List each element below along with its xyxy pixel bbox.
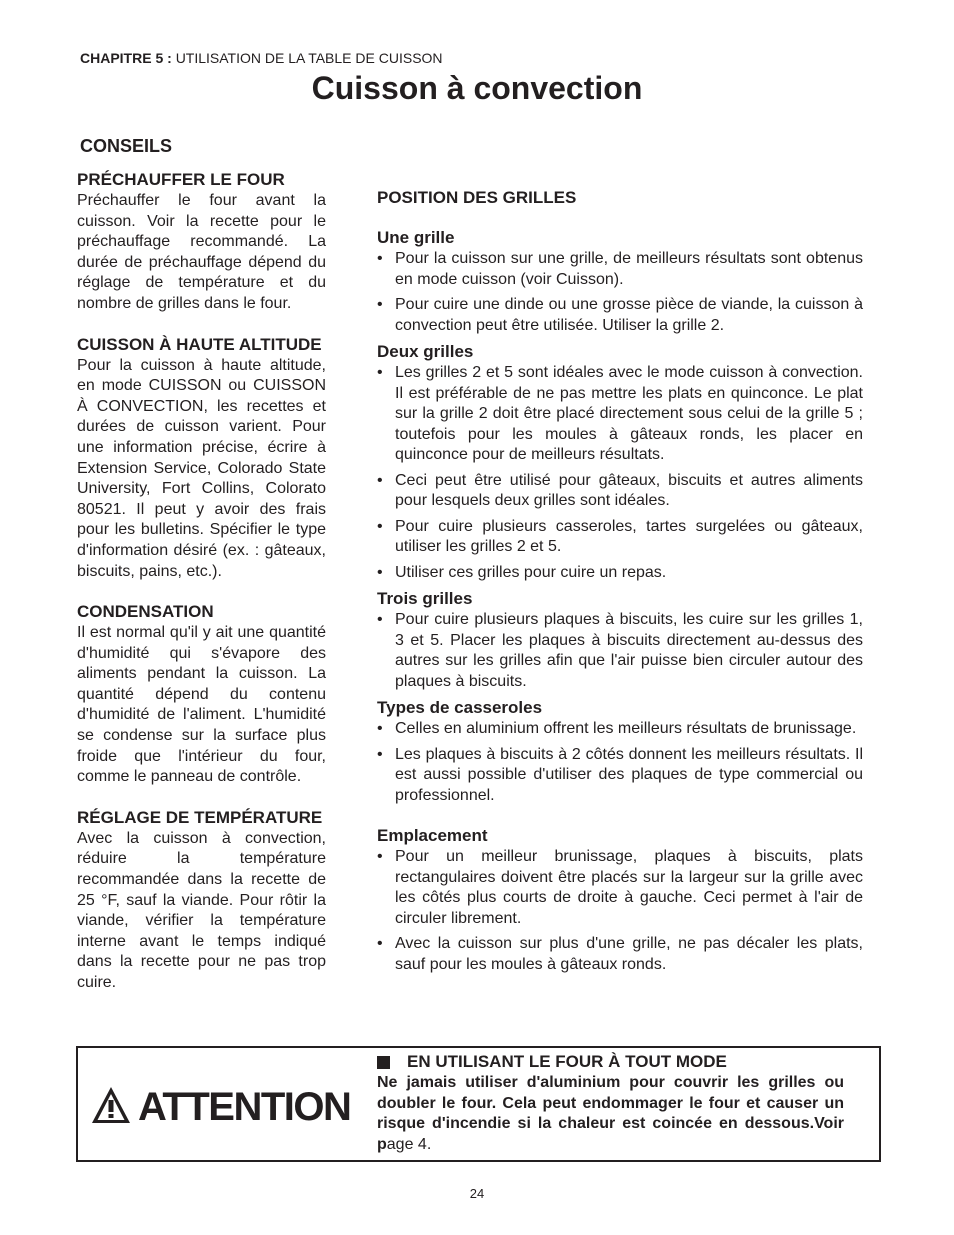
condensation-text: Il est normal qu'il y ait une quantité d'humidité qui s'évapore des aliments pendant la cuisson. La quantité dépend du contenu d'humidité de l'aliment. L'humidité se condense sur la surface plus froide que l'intérieur du four, comme le panneau de contrôle. <box>77 624 326 786</box>
conseils-heading: CONSEILS <box>80 136 173 156</box>
reglage-text: Avec la cuisson à convection, réduire la température recommandée dans la recette de 25 °F, sauf la viande. Pour rôtir la viande, vérifier la température interne avant le temps indiqué dans la recette pour ne pas trop cuire. <box>77 829 326 991</box>
attention-label <box>90 1084 350 1130</box>
warning-body-normal: age 4. <box>386 1135 432 1153</box>
chapter-title: UTILISATION DE LA TABLE DE CUISSON <box>175 50 443 66</box>
list-item: • Utiliser ces grilles pour cuire un repas. <box>377 563 863 584</box>
prechauffer-heading: PRÉCHAUFFER LE FOUR <box>77 170 285 189</box>
trois-grilles-title: Trois grilles <box>377 589 473 608</box>
warning-triangle-icon <box>90 1085 132 1130</box>
list-item: • Les grilles 2 et 5 sont idéales avec le mode cuisson à convection. Il est préférable de ne pas mettre les plats en quinconce. Le plat sur la grille 2 doit être placé directement sous celui de la grille 5 ; toutefois pour les moules à gâteaux ronds, les placer en quinconce pour de meilleurs résultats. <box>377 363 863 466</box>
list-item: • Avec la cuisson sur plus d'une grille, ne pas décaler les plats, sauf pour les moules à gâteaux ronds. <box>377 934 863 975</box>
une-grille-list <box>377 249 863 336</box>
condensation-heading: CONDENSATION <box>77 602 214 622</box>
list-item: • Pour cuire plusieurs plaques à biscuits, les cuire sur les grilles 1, 3 et 5. Placer les plaques à biscuits directement au-dessus des autres sur les grilles afin que l'air puisse bien circuler autour des plaques à biscuits. <box>377 610 863 692</box>
warning-heading <box>377 1051 844 1073</box>
warning-body <box>377 1073 844 1155</box>
deux-grilles-title: Deux grilles <box>377 342 474 361</box>
emplacement-title: Emplacement <box>377 826 488 845</box>
page-title: Cuisson à convection <box>311 70 643 106</box>
list-item: • Pour un meilleur brunissage, plaques à biscuits, plats rectangulaires doivent être placés sur la largeur sur la grille avec les côtés plus courts de droite à gauche. Ceci permet à l'air de circuler librement. <box>377 847 863 929</box>
page-number: 24 <box>469 1186 485 1201</box>
list-item: • Pour la cuisson sur une grille, de meilleurs résultats sont obtenus en mode cuisson (voir Cuisson). <box>377 249 863 290</box>
list-item: • Pour cuire plusieurs casseroles, tartes surgelées ou gâteaux, utiliser les grilles 2 et 5. <box>377 517 863 558</box>
position-grilles-heading: POSITION DES GRILLES <box>377 188 577 207</box>
types-casseroles-title: Types de casseroles <box>377 698 543 717</box>
trois-grilles-list <box>377 610 863 692</box>
altitude-text: Pour la cuisson à haute altitude, en mode CUISSON ou CUISSON À CONVECTION, les recettes et durées de cuisson varient. Pour une information précise, écrire à Extension Service, Colorado State University, Fort Collins, Colorato 80521. Il peut y avoir des frais pour les bulletins. Spécifier le type d'information désiré (ex. : gâteaux, biscuits, pains, etc.). <box>77 356 326 580</box>
right-column <box>377 186 863 980</box>
emplacement-list <box>377 847 863 975</box>
attention-text: ATTENTION <box>138 1085 351 1129</box>
types-casseroles-list <box>377 719 863 806</box>
chapter-header <box>80 50 443 66</box>
list-item: • Les plaques à biscuits à 2 côtés donnent les meilleurs résultats. Il est aussi possible d'utiliser des plaques de type commercial ou professionnel. <box>377 745 863 807</box>
warning-heading-text: EN UTILISANT LE FOUR À TOUT MODE <box>407 1052 727 1071</box>
une-grille-title: Une grille <box>377 228 455 247</box>
altitude-heading: CUISSON À HAUTE ALTITUDE <box>77 334 322 354</box>
warning-content <box>377 1051 844 1155</box>
chapter-label: CHAPITRE 5 : <box>80 50 172 66</box>
bullet-square-icon <box>377 1056 390 1069</box>
prechauffer-text: Préchauffer le four avant la cuisson. Voir la recette pour le préchauffage recommandé. La durée de préchauffage dépend du réglage de température et du nombre de grilles dans le four. <box>77 192 326 312</box>
left-column <box>77 168 326 994</box>
list-item: • Ceci peut être utilisé pour gâteaux, biscuits et autres aliments pour lesquels deux grilles sont idéales. <box>377 471 863 512</box>
deux-grilles-list <box>377 363 863 583</box>
list-item: • Celles en aluminium offrent les meilleurs résultats de brunissage. <box>377 719 863 740</box>
warning-body-bold: Ne jamais utiliser d'aluminium pour couvrir les grilles ou doubler le four. Cela peut endommager le four et causer un risque d'incendie si la chaleur est coincée en dessous.Voir p <box>377 1074 844 1153</box>
list-item: • Pour cuire une dinde ou une grosse pièce de viande, la cuisson à convection peut être utilisée. Utiliser la grille 2. <box>377 295 863 336</box>
reglage-heading: RÉGLAGE DE TEMPÉRATURE <box>77 807 323 827</box>
